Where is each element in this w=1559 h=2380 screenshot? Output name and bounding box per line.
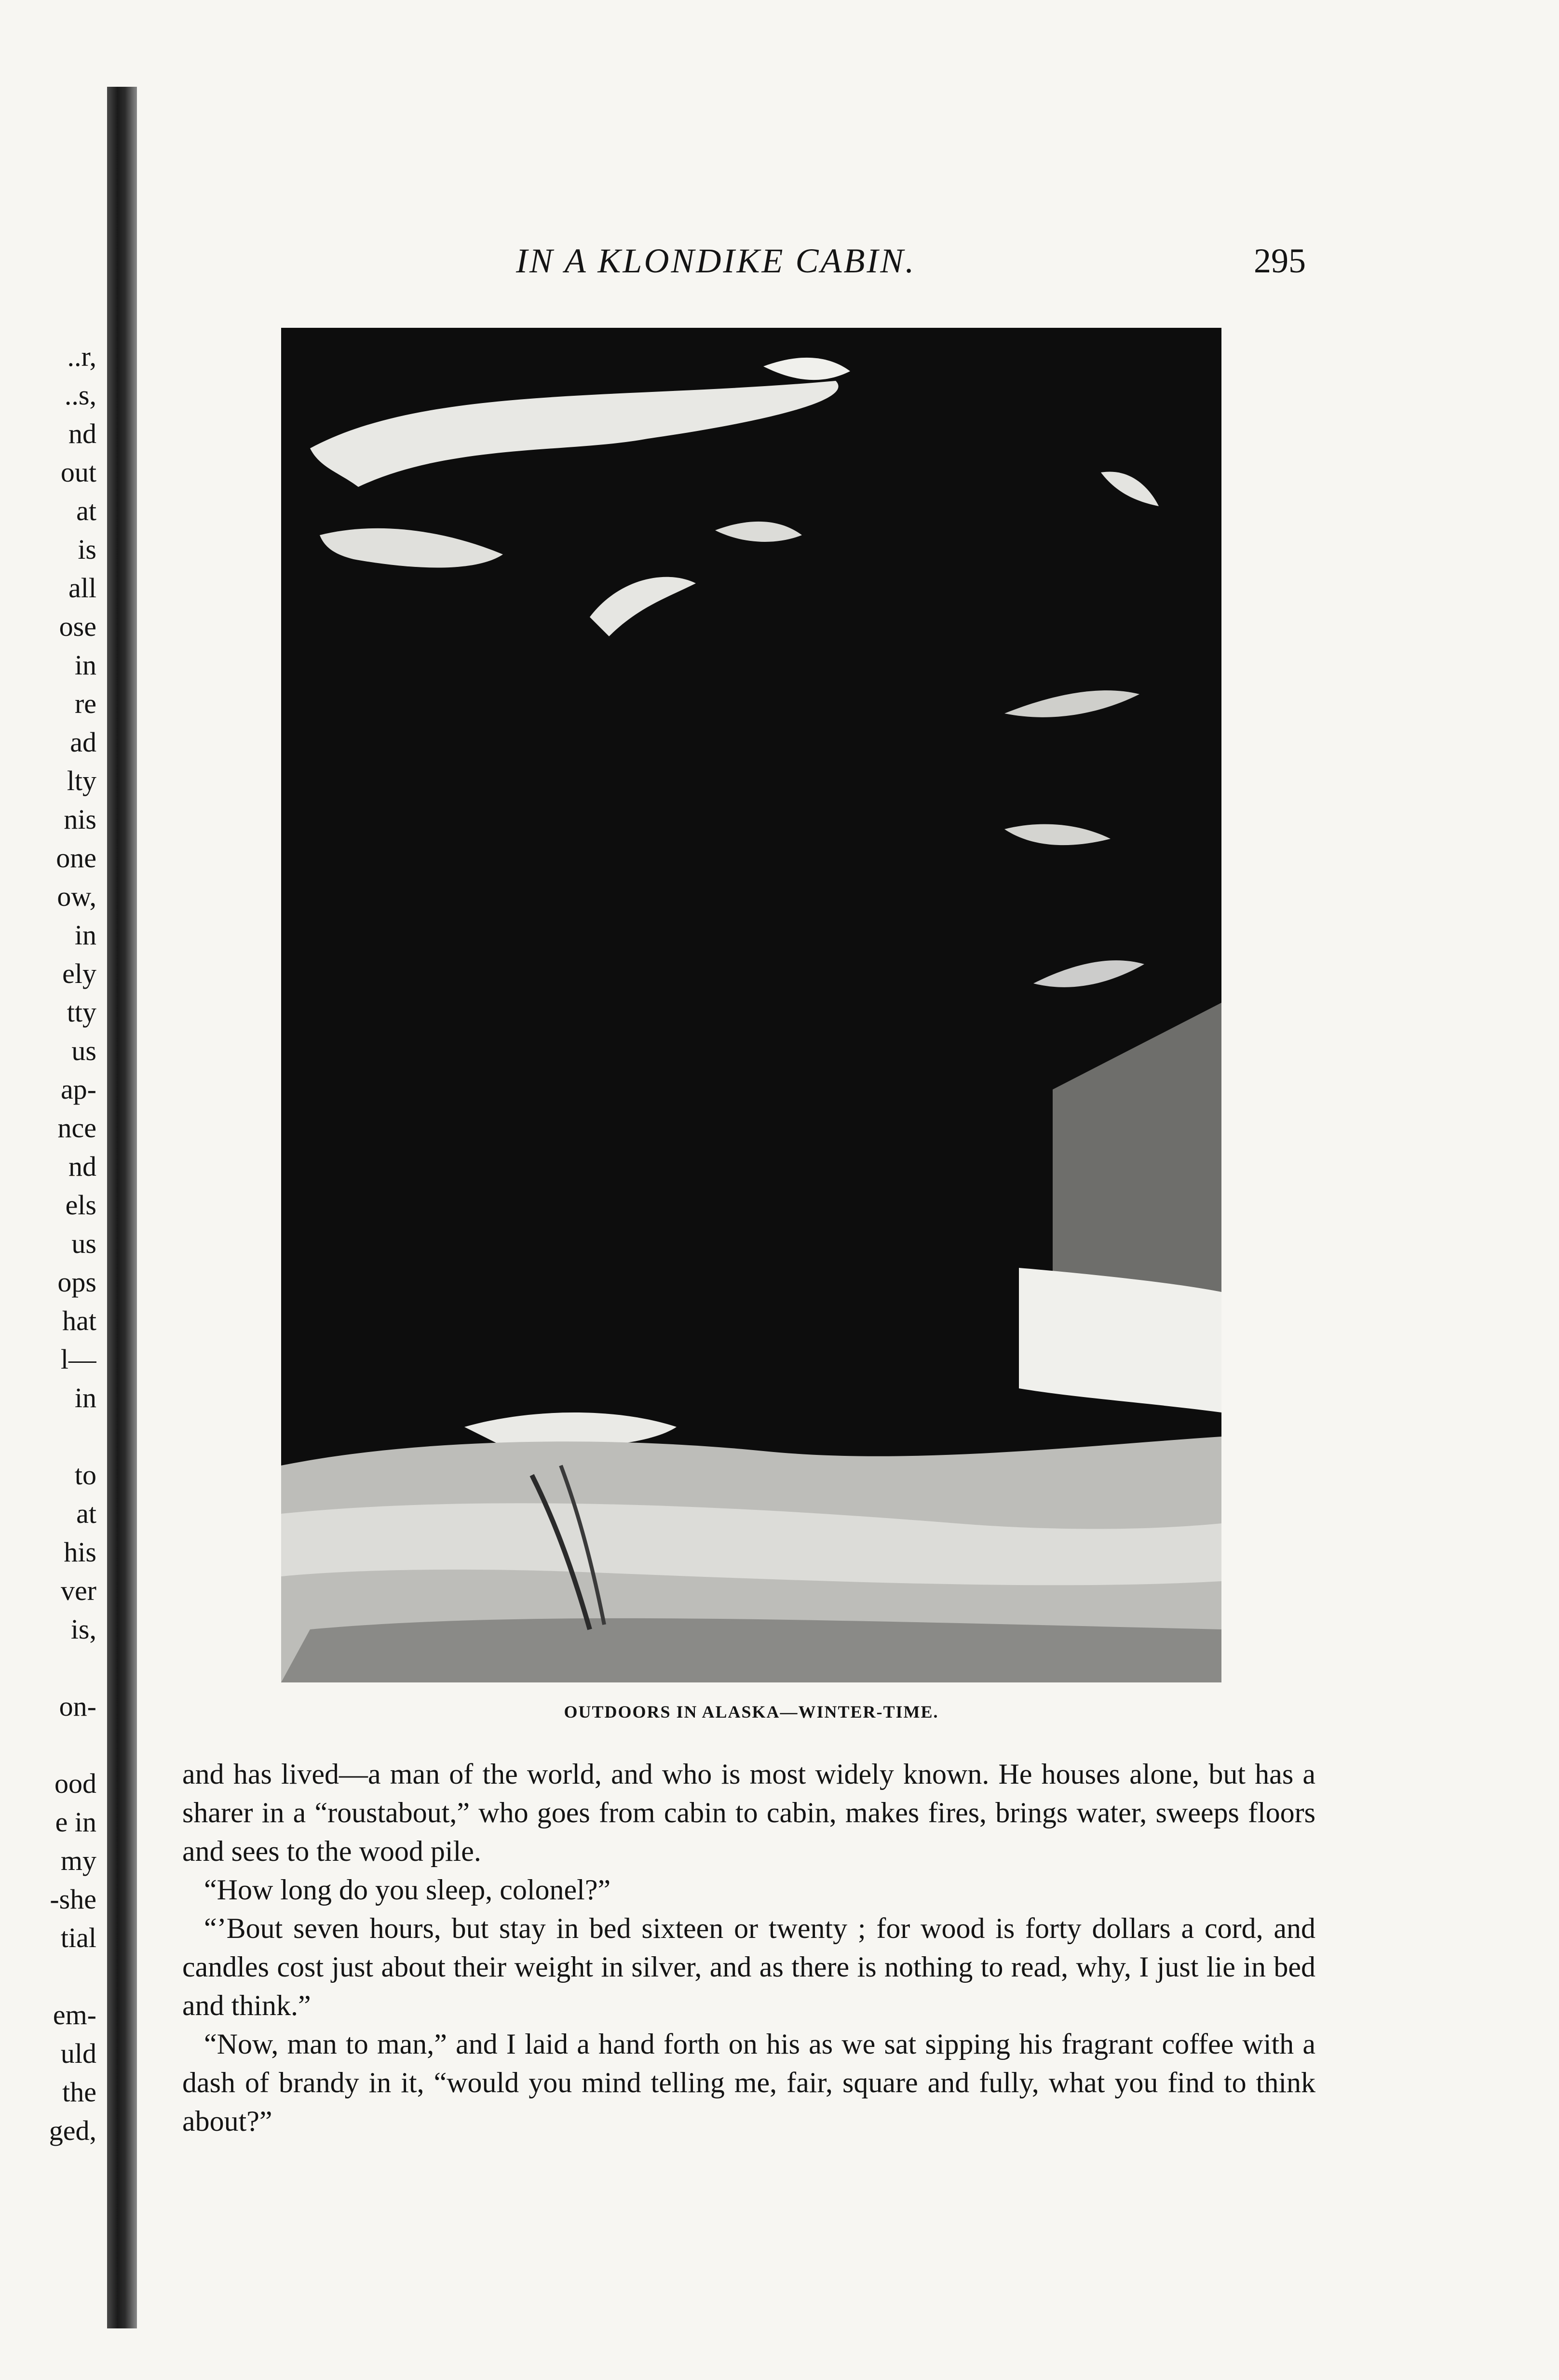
facing-page-fragment: is	[78, 534, 96, 565]
facing-page-fragment: in	[74, 649, 96, 681]
facing-page-fragment	[0, 1957, 96, 1996]
paragraph: “How long do you sleep, colonel?”	[204, 1874, 611, 1906]
facing-page-fragment: on-	[59, 1691, 96, 1722]
facing-page-fragment: his	[64, 1536, 96, 1568]
facing-page-fragment: em-	[53, 1999, 96, 2030]
paragraph: and has lived—a man of the world, and who is most widely known. He houses alone, but has a sharer in a “roustabout,” who goes from cabin to cabin, makes fires, brings water, sweeps floors and sees to the wood pile.	[182, 1758, 1315, 1867]
facing-page-fragment: the	[62, 2076, 96, 2108]
facing-page-fragment: ap-	[60, 1074, 96, 1105]
facing-page-fragment	[0, 1726, 96, 1764]
facing-page-fragment: my	[60, 1845, 96, 1876]
facing-page-fragment	[0, 1649, 96, 1687]
facing-page-fragment: us	[71, 1035, 96, 1066]
facing-page-fragment: to	[74, 1459, 96, 1491]
facing-page-fragment: -she	[50, 1883, 96, 1915]
facing-page-fragment: one	[56, 842, 96, 874]
facing-page-fragment: ely	[62, 958, 96, 989]
paragraph: “’Bout seven hours, but stay in bed sixteen or twenty ; for wood is forty dollars a cord, and candles cost just about their weight in silver, and as there is nothing to read, why, I just lie in bed and think.”	[182, 1912, 1315, 2021]
page-number: 295	[1254, 242, 1306, 280]
facing-page-fragment: nd	[68, 418, 96, 449]
facing-page-fragment: ver	[60, 1575, 96, 1606]
facing-page-fragment: tty	[67, 996, 96, 1028]
body-text	[182, 1755, 1315, 2140]
facing-page-fragment	[0, 1417, 96, 1456]
facing-page-fragment: ..r,	[67, 341, 96, 372]
facing-page-fragment: ..s,	[64, 379, 96, 411]
facing-page-fragment: nd	[68, 1151, 96, 1182]
running-title: IN A KLONDIKE CABIN.	[516, 242, 916, 280]
paragraph: “Now, man to man,” and I laid a hand forth on his as we sat sipping his fragrant coffee with a dash of brandy in it, “would you mind telling me, fair, square and fully, what you find to think about?”	[182, 2028, 1315, 2137]
facing-page-fragment: at	[76, 1498, 96, 1529]
facing-page-fragments	[0, 337, 96, 2150]
facing-page-fragment: at	[76, 495, 96, 526]
figure-caption: OUTDOORS IN ALASKA—WINTER-TIME.	[564, 1702, 939, 1721]
facing-page-fragment: nce	[57, 1112, 96, 1143]
facing-page-fragment: uld	[60, 2038, 96, 2069]
winter-illustration	[281, 328, 1221, 1682]
facing-page-fragment: ops	[57, 1266, 96, 1298]
facing-page-fragment: tial	[60, 1922, 96, 1953]
facing-page-fragment: in	[74, 1382, 96, 1413]
facing-page-fragment: us	[71, 1228, 96, 1259]
facing-page-fragment: els	[65, 1189, 96, 1221]
facing-page-fragment: ow,	[57, 881, 96, 912]
facing-page-fragment: all	[68, 572, 96, 604]
facing-page-fragment: ood	[54, 1768, 96, 1799]
facing-page-fragment: ose	[59, 611, 96, 642]
facing-page-fragment: e in	[55, 1806, 96, 1838]
facing-page-fragment: re	[74, 688, 96, 719]
facing-page-fragment: l—	[60, 1344, 96, 1375]
facing-page-fragment: hat	[62, 1305, 96, 1336]
facing-page-fragment: ad	[70, 726, 96, 758]
facing-page-fragment: ged,	[49, 2115, 96, 2146]
facing-page-fragment: lty	[67, 765, 96, 796]
facing-page-fragment: in	[74, 919, 96, 951]
facing-page-fragment: nis	[64, 804, 96, 835]
facing-page-fragment: out	[60, 457, 96, 488]
facing-page-fragment: is,	[70, 1614, 96, 1645]
page-binding-edge	[107, 87, 137, 2328]
